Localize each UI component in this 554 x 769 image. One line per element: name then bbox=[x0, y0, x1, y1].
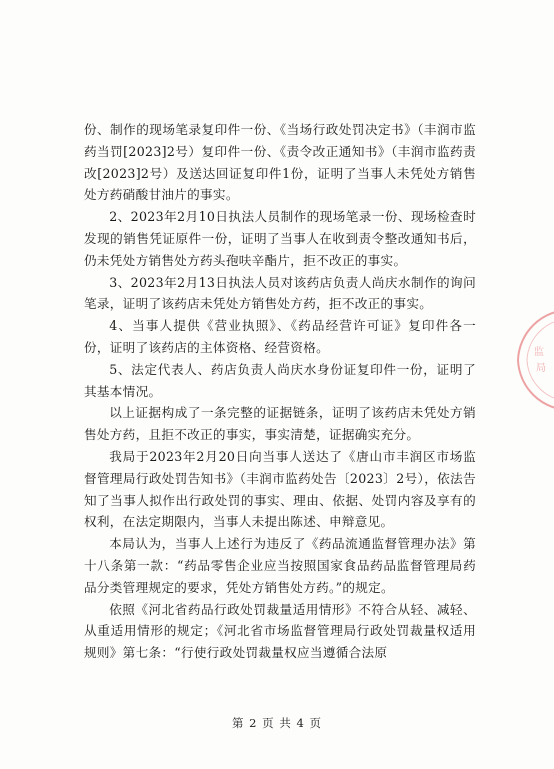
paragraph-evidence-2: 2、2023年2月10日执法人员制作的现场笔录一份、现场检查时发现的销售凭证原件一份，证明了当事人在收到责令整改通知书后，仍未凭处方销售处方药头孢呋辛酯片，拒不改正的事实。 bbox=[84, 209, 476, 268]
svg-text:监: 监 bbox=[534, 347, 544, 358]
paragraph-evidence-3: 3、2023年2月13日执法人员对该药店负责人尚庆水制作的询问笔录，证明了该药店未凭处方销售处方药，拒不改正的事实。 bbox=[84, 274, 476, 312]
paragraph-evidence-continued: 份、制作的现场笔录复印件一份、《当场行政处罚决定书》（丰润市监药当罚[2023]2号）复印件一份、《责令改正通知书》（丰润市监药责改[2023]2号）及送达回证复印件1份，证明了当事人未凭处方销售处方药硝酸甘油片的事实。 bbox=[84, 122, 476, 203]
page-footer: 第 2 页 共 4 页 bbox=[232, 716, 322, 730]
paragraph-evidence-summary: 以上证据构成了一条完整的证据链条，证明了该药店未凭处方销售处方药，且拒不改正的事实，事实清楚，证据确实充分。 bbox=[84, 405, 476, 443]
paragraph-violation-finding: 本局认为，当事人上述行为违反了《药品流通监督管理办法》第十八条第一款：“药品零售企业应当按照国家食品药品监督管理局药品分类管理规定的要求，凭处方销售处方药。”的规定。 bbox=[84, 536, 476, 595]
svg-text:局: 局 bbox=[536, 363, 546, 374]
paragraph-evidence-5: 5、法定代表人、药店负责人尚庆水身份证复印件一份，证明了其基本情况。 bbox=[84, 361, 476, 399]
paragraph-notice-delivery: 我局于2023年2月20日向当事人送达了《唐山市丰润区市场监督管理局行政处罚告知书》（丰润市监药处告〔2023〕2号），依法告知了当事人拟作出行政处罚的事实、理由、依据、处罚内容及享有的权利，在法定期限内，当事人未提出陈述、申辩意见。 bbox=[84, 448, 476, 530]
official-seal-fragment bbox=[500, 305, 554, 415]
document-body bbox=[84, 119, 476, 664]
paragraph-evidence-4: 4、当事人提供《营业执照》、《药品经营许可证》复印件各一份，证明了该药店的主体资格、经营资格。 bbox=[84, 318, 476, 355]
paragraph-discretion-basis: 依照《河北省药品行政处罚裁量适用情形》不符合从轻、减轻、从重适用情形的规定；《河北省市场监督管理局行政处罚裁量权适用规则》第七条：“行使行政处罚裁量权应当遵循合法原 bbox=[84, 601, 476, 661]
